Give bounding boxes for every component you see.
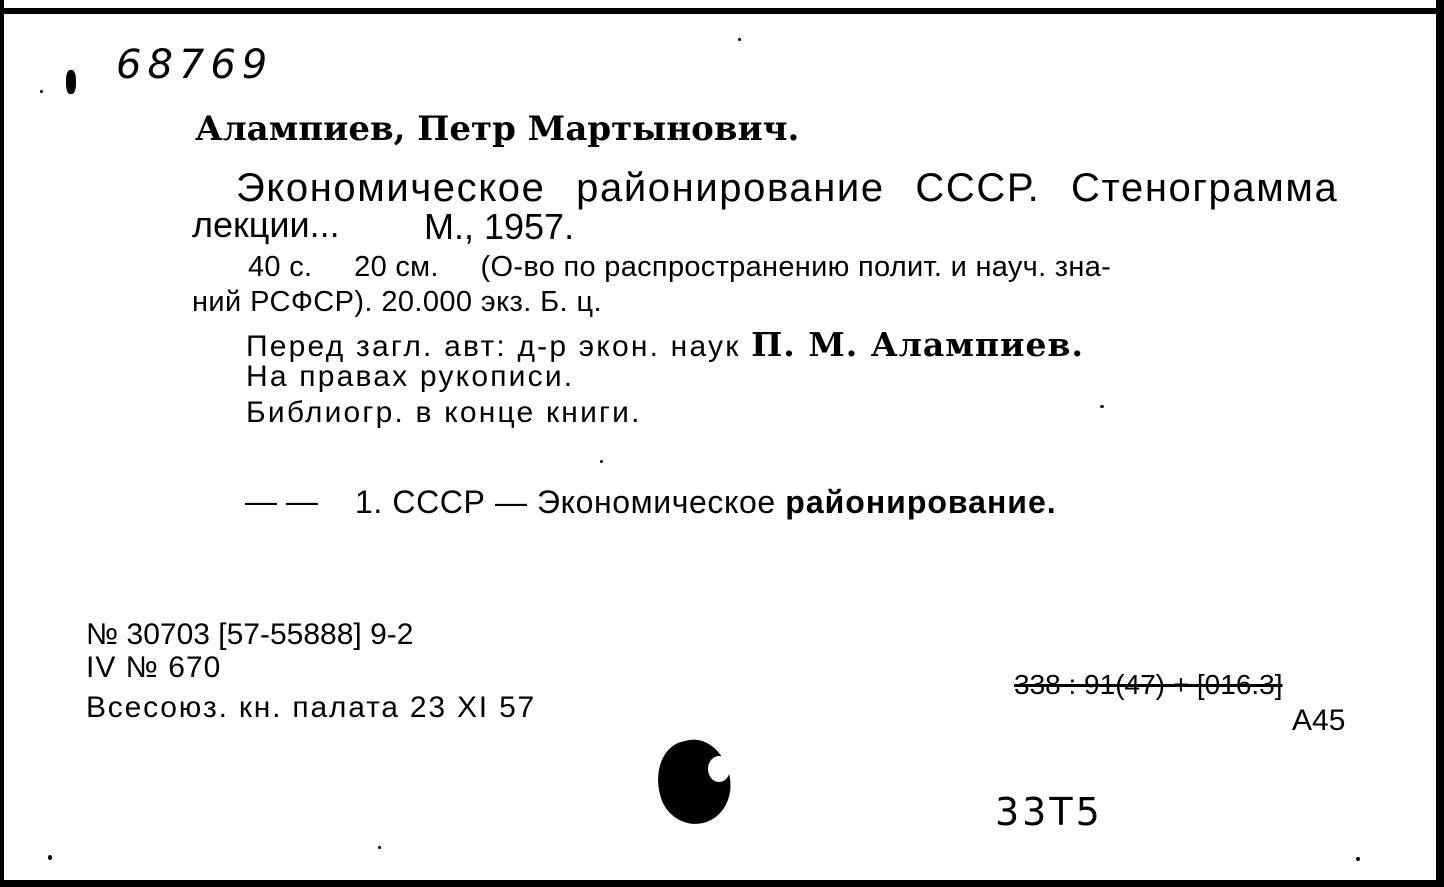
card-bottom-edge	[0, 880, 1444, 887]
speck	[48, 855, 52, 860]
author-heading: Алампиев, Петр Мартынович.	[195, 109, 800, 149]
imprint: М., 1957.	[424, 206, 575, 247]
speck	[1356, 857, 1360, 861]
card-right-edge	[1436, 0, 1444, 887]
note-bibliography: Библиогр. в конце книги.	[246, 396, 642, 429]
ink-blot-notch	[708, 756, 730, 782]
physical-description-line-2: ний РСФСР). 20.000 экз. Б. ц.	[192, 286, 602, 318]
subject-tracing-bold: районирование.	[785, 484, 1057, 520]
speck	[600, 460, 603, 463]
title-line-1: Экономическое районирование СССР. Стенограмма	[236, 166, 1339, 210]
title-line-2: лекции...	[192, 204, 340, 245]
speck	[738, 38, 741, 41]
card-top-edge	[0, 8, 1444, 14]
catalog-number-line-1: № 30703 [57-55888] 9-2	[86, 618, 414, 651]
catalog-number-line-2: IV № 670	[86, 651, 222, 684]
subject-tracing-text: 1. СССР — Экономическое	[355, 484, 776, 520]
classification-code: А45	[1292, 704, 1346, 737]
ink-blot	[649, 733, 739, 832]
tracing-dashes: — —	[245, 483, 318, 519]
card-left-edge	[0, 0, 4, 887]
subject-tracing	[355, 486, 1057, 518]
speck	[40, 90, 43, 93]
speck	[1100, 405, 1104, 408]
note-author-prefix: Перед загл. авт: д-р экон. наук	[246, 330, 741, 363]
note-manuscript-rights: На правах рукописи.	[246, 360, 575, 393]
classification-struck: 338 : 91(47) + [016.3]	[1014, 669, 1283, 700]
speck	[378, 846, 381, 849]
inventory-number: 68769	[116, 42, 274, 88]
note-author-name: П. М. Алампиев.	[751, 325, 1084, 364]
punch-mark	[66, 70, 76, 94]
note-author-statement	[246, 325, 1084, 364]
book-chamber-line: Всесоюз. кн. палата 23 XI 57	[86, 691, 537, 724]
shelf-mark: 33Т5	[995, 790, 1103, 834]
physical-description-line-1: 40 с. 20 см. (О-во по распространению полит. и науч. зна-	[248, 251, 1112, 283]
